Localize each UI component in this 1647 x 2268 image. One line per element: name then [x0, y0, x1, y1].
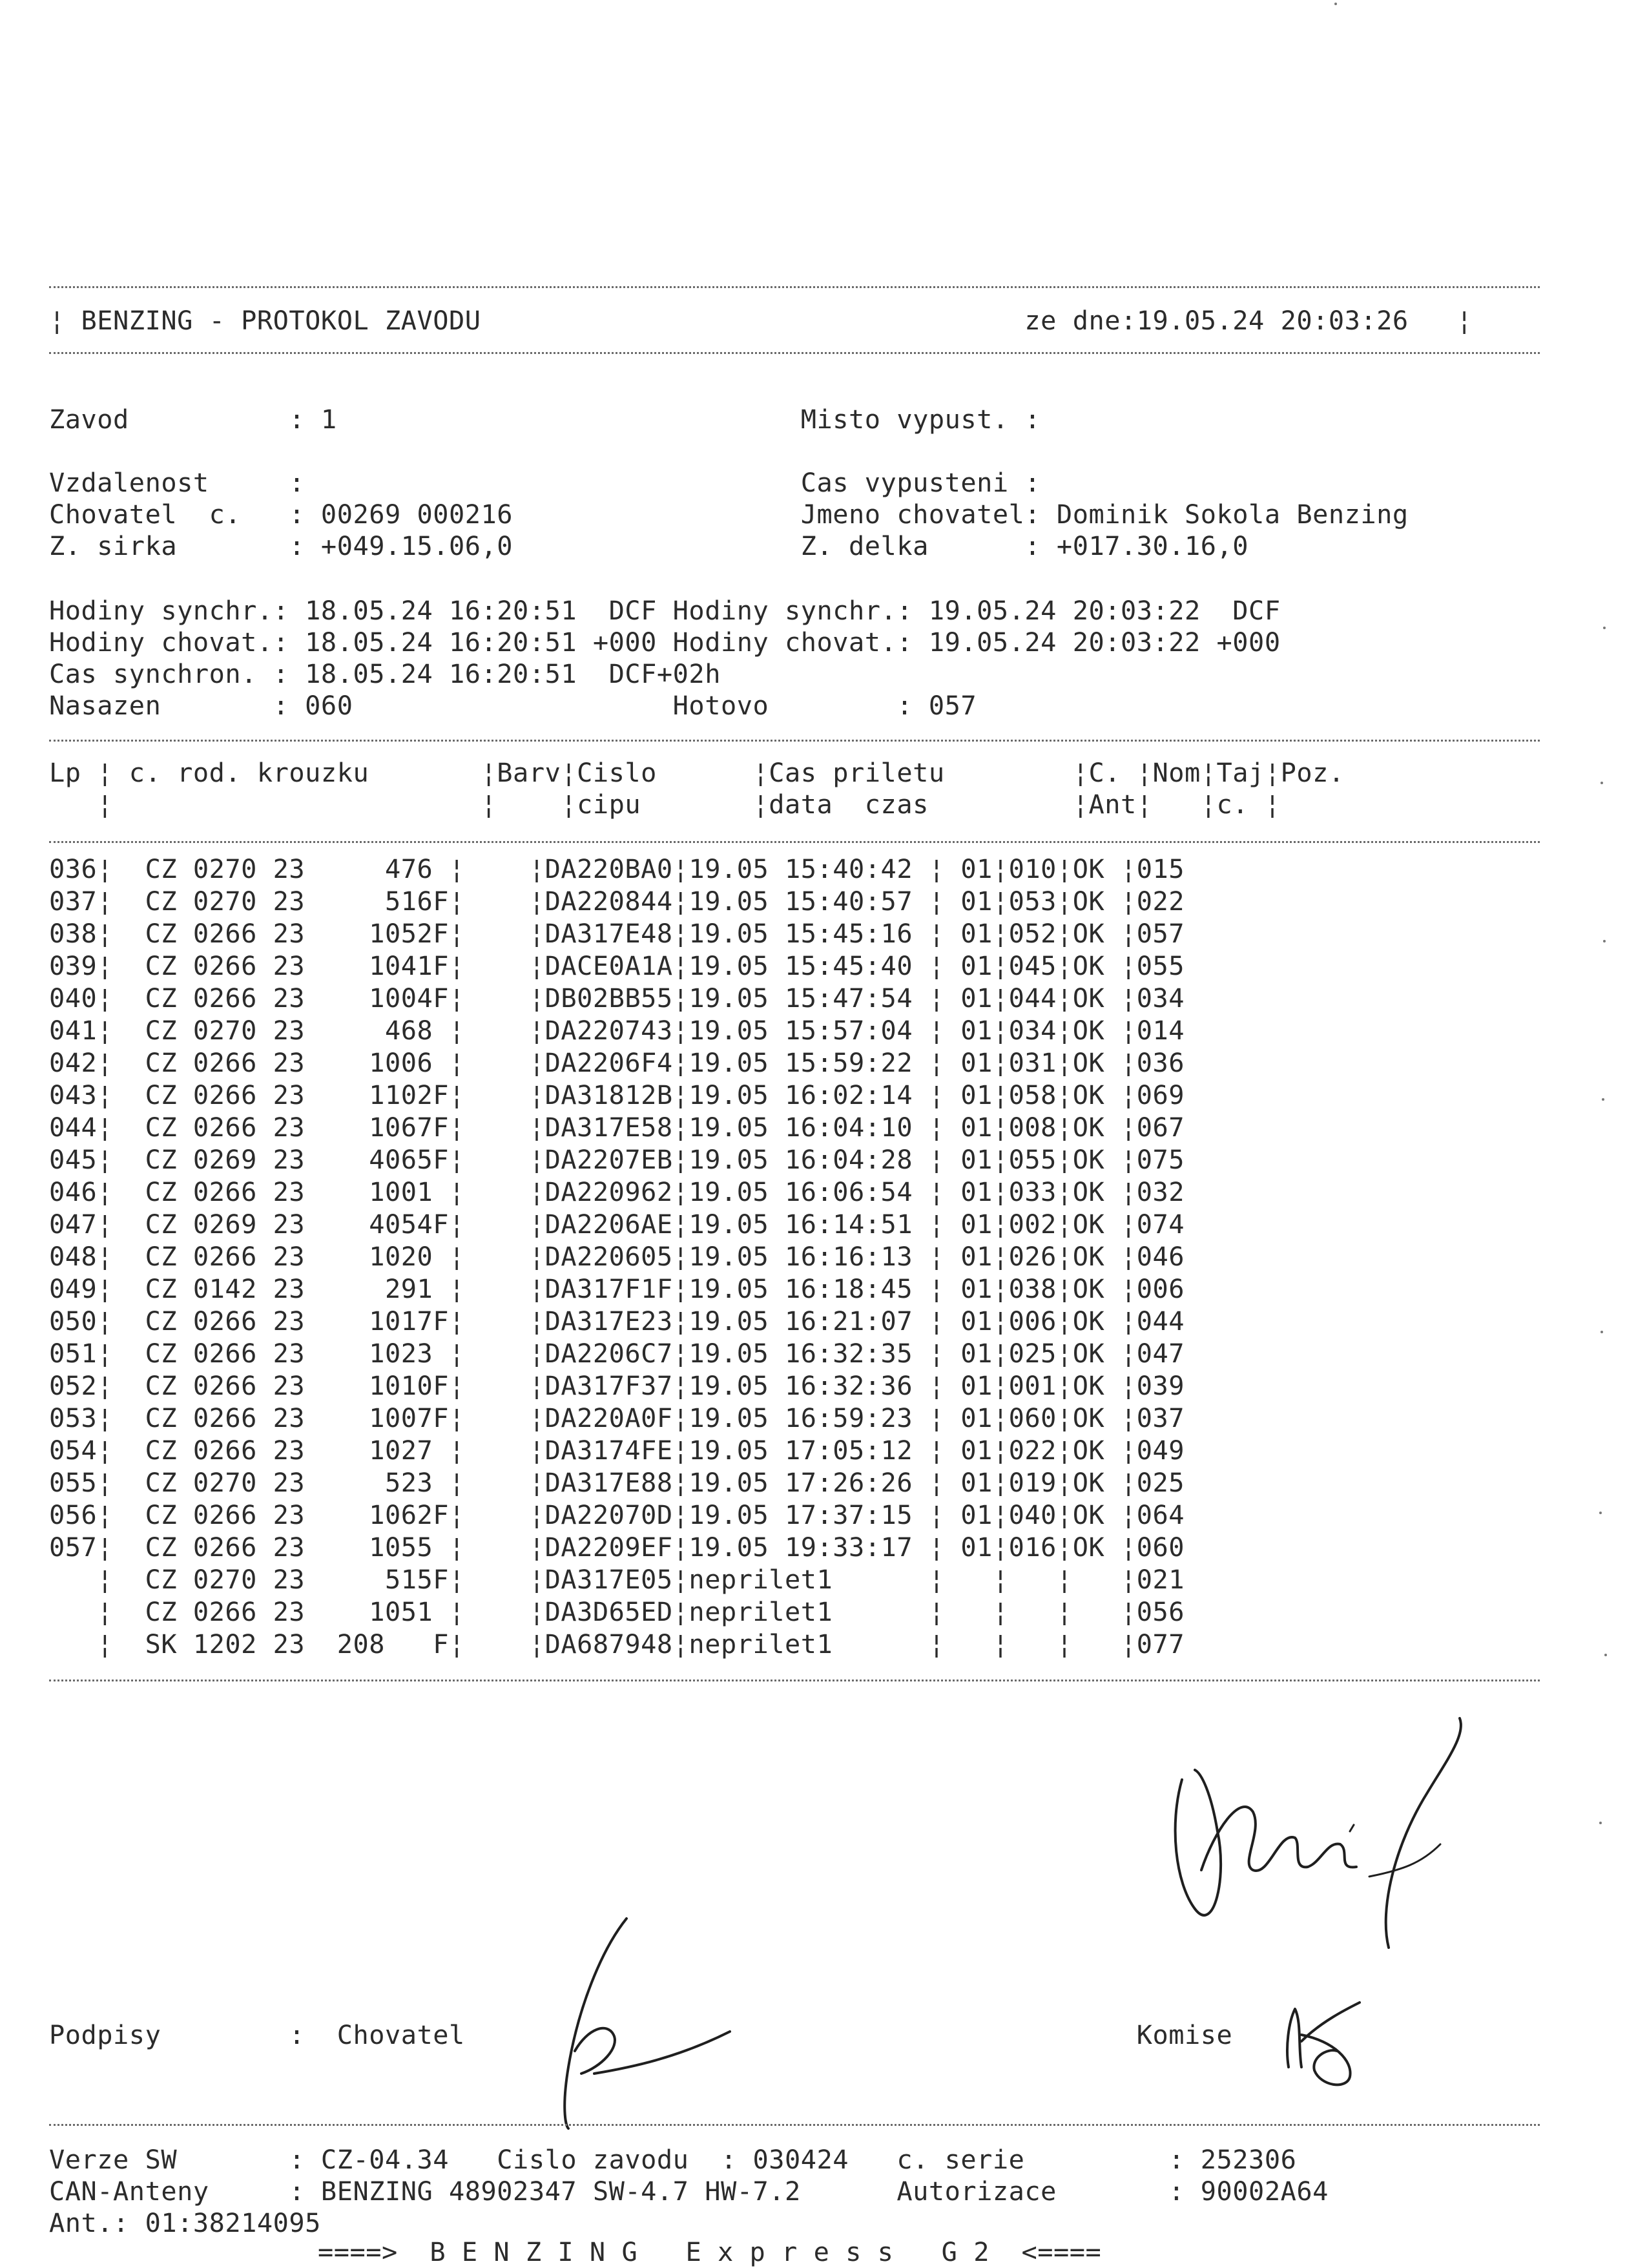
table-bottom-rule	[49, 1680, 1540, 1681]
table-row: 036¦ CZ 0270 23 476 ¦ ¦DA220BA0¦19.05 15:40:42 ¦ 01¦010¦OK ¦015	[49, 854, 1185, 884]
table-row: 040¦ CZ 0266 23 1004F¦ ¦DB02BB55¦19.05 15:47:54 ¦ 01¦044¦OK ¦034	[49, 983, 1185, 1014]
table-row: ¦ CZ 0270 23 515F¦ ¦DA317E05¦neprilet1 ¦ ¦ ¦ ¦021	[49, 1565, 1185, 1595]
table-row: 054¦ CZ 0266 23 1027 ¦ ¦DA3174FE¦19.05 17:05:12 ¦ 01¦022¦OK ¦049	[49, 1435, 1185, 1466]
footer-antenna-line: CAN-Anteny : BENZING 48902347 SW-4.7 HW-7.2 Autorizace : 90002A64	[49, 2176, 1329, 2207]
table-row: 042¦ CZ 0266 23 1006 ¦ ¦DA2206F4¦19.05 15:59:22 ¦ 01¦031¦OK ¦036	[49, 1048, 1185, 1078]
table-row: ¦ SK 1202 23 208 F¦ ¦DA687948¦neprilet1 ¦ ¦ ¦ ¦077	[49, 1629, 1185, 1659]
table-row: 055¦ CZ 0270 23 523 ¦ ¦DA317E88¦19.05 17:26:26 ¦ 01¦019¦OK ¦025	[49, 1468, 1185, 1498]
header-title: ¦ BENZING - PROTOKOL ZAVODU ze dne:19.05.24 20:03:26 ¦	[49, 306, 1473, 336]
footer-ant-line: Ant.: 01:38214095	[49, 2208, 321, 2238]
table-row: 038¦ CZ 0266 23 1052F¦ ¦DA317E48¦19.05 15:45:16 ¦ 01¦052¦OK ¦057	[49, 919, 1185, 949]
scan-speck	[1602, 1098, 1604, 1101]
info-line-breeder: Chovatel c. : 00269 000216 Jmeno chovatel: Dominik Sokola Benzing	[49, 499, 1409, 530]
table-row: 047¦ CZ 0269 23 4054F¦ ¦DA2206AE¦19.05 16:14:51 ¦ 01¦002¦OK ¦074	[49, 1209, 1185, 1240]
table-header-line-2: ¦ ¦ ¦cipu ¦data czas ¦Ant¦ ¦c. ¦	[49, 789, 1281, 820]
basketed-finished-line: Nasazen : 060 Hotovo : 057	[49, 691, 977, 721]
footer-banner: ====> B E N Z I N G E x p r e s s G 2 <====	[318, 2237, 1102, 2267]
scan-speck	[1334, 3, 1337, 5]
table-row: 048¦ CZ 0266 23 1020 ¦ ¦DA220605¦19.05 16:16:13 ¦ 01¦026¦OK ¦046	[49, 1242, 1185, 1272]
table-row: 041¦ CZ 0270 23 468 ¦ ¦DA220743¦19.05 15:57:04 ¦ 01¦034¦OK ¦014	[49, 1015, 1185, 1046]
table-header-rule	[49, 841, 1540, 843]
clock-synchron-line: Cas synchron. : 18.05.24 16:20:51 DCF+02h	[49, 659, 721, 689]
table-row: 046¦ CZ 0266 23 1001 ¦ ¦DA220962¦19.05 16:06:54 ¦ 01¦033¦OK ¦032	[49, 1177, 1185, 1207]
breeder-handwritten-signature	[530, 1912, 736, 2132]
table-row: 044¦ CZ 0266 23 1067F¦ ¦DA317E58¦19.05 16:04:10 ¦ 01¦008¦OK ¦067	[49, 1112, 1185, 1143]
table-row: 050¦ CZ 0266 23 1017F¦ ¦DA317E23¦19.05 16:21:07 ¦ 01¦006¦OK ¦044	[49, 1306, 1185, 1337]
clock-sync-line: Hodiny synchr.: 18.05.24 16:20:51 DCF Hodiny synchr.: 19.05.24 20:03:22 DCF	[49, 596, 1281, 626]
table-row: 052¦ CZ 0266 23 1010F¦ ¦DA317F37¦19.05 16:32:36 ¦ 01¦001¦OK ¦039	[49, 1371, 1185, 1401]
header-rule	[49, 352, 1540, 354]
scan-speck	[1604, 1654, 1607, 1656]
table-top-rule	[49, 740, 1540, 742]
scan-speck	[1603, 627, 1606, 629]
table-row: 051¦ CZ 0266 23 1023 ¦ ¦DA2206C7¦19.05 16:32:35 ¦ 01¦025¦OK ¦047	[49, 1338, 1185, 1369]
info-line-race: Zavod : 1 Misto vypust. :	[49, 404, 1041, 435]
scan-speck	[1599, 1822, 1602, 1824]
signatures-line: Podpisy : Chovatel Komise	[49, 2020, 1233, 2050]
table-row: 057¦ CZ 0266 23 1055 ¦ ¦DA2209EF¦19.05 19:33:17 ¦ 01¦016¦OK ¦060	[49, 1532, 1185, 1563]
table-row: 043¦ CZ 0266 23 1102F¦ ¦DA31812B¦19.05 16:02:14 ¦ 01¦058¦OK ¦069	[49, 1080, 1185, 1110]
table-row: 056¦ CZ 0266 23 1062F¦ ¦DA22070D¦19.05 17:37:15 ¦ 01¦040¦OK ¦064	[49, 1500, 1185, 1530]
commission-handwritten-signature	[1156, 1715, 1518, 1973]
scan-speck	[1600, 782, 1603, 784]
footer-rule	[49, 2124, 1540, 2126]
scan-speck	[1599, 1512, 1602, 1514]
info-line-coords: Z. sirka : +049.15.06,0 Z. delka : +017.30.16,0	[49, 531, 1249, 561]
table-row: 049¦ CZ 0142 23 291 ¦ ¦DA317F1F¦19.05 16:18:45 ¦ 01¦038¦OK ¦006	[49, 1274, 1185, 1304]
info-line-distance: Vzdalenost : Cas vypusteni :	[49, 468, 1041, 498]
table-header-line-1: Lp ¦ c. rod. krouzku ¦Barv¦Cislo ¦Cas priletu ¦C. ¦Nom¦Taj¦Poz.	[49, 758, 1345, 788]
table-row: 045¦ CZ 0269 23 4065F¦ ¦DA2207EB¦19.05 16:04:28 ¦ 01¦055¦OK ¦075	[49, 1145, 1185, 1175]
scan-speck	[1600, 1331, 1603, 1333]
table-row: ¦ CZ 0266 23 1051 ¦ ¦DA3D65ED¦neprilet1 ¦ ¦ ¦ ¦056	[49, 1597, 1185, 1627]
commission-initials-signature	[1276, 1996, 1385, 2093]
table-row: 053¦ CZ 0266 23 1007F¦ ¦DA220A0F¦19.05 16:59:23 ¦ 01¦060¦OK ¦037	[49, 1403, 1185, 1433]
table-row: 037¦ CZ 0270 23 516F¦ ¦DA220844¦19.05 15:40:57 ¦ 01¦053¦OK ¦022	[49, 886, 1185, 917]
footer-software-line: Verze SW : CZ-04.34 Cislo zavodu : 030424 c. serie : 252306	[49, 2145, 1297, 2175]
top-rule	[49, 286, 1540, 288]
scan-speck	[1603, 940, 1606, 942]
table-row: 039¦ CZ 0266 23 1041F¦ ¦DACE0A1A¦19.05 15:45:40 ¦ 01¦045¦OK ¦055	[49, 951, 1185, 981]
clock-breeder-line: Hodiny chovat.: 18.05.24 16:20:51 +000 Hodiny chovat.: 19.05.24 20:03:22 +000	[49, 627, 1281, 658]
